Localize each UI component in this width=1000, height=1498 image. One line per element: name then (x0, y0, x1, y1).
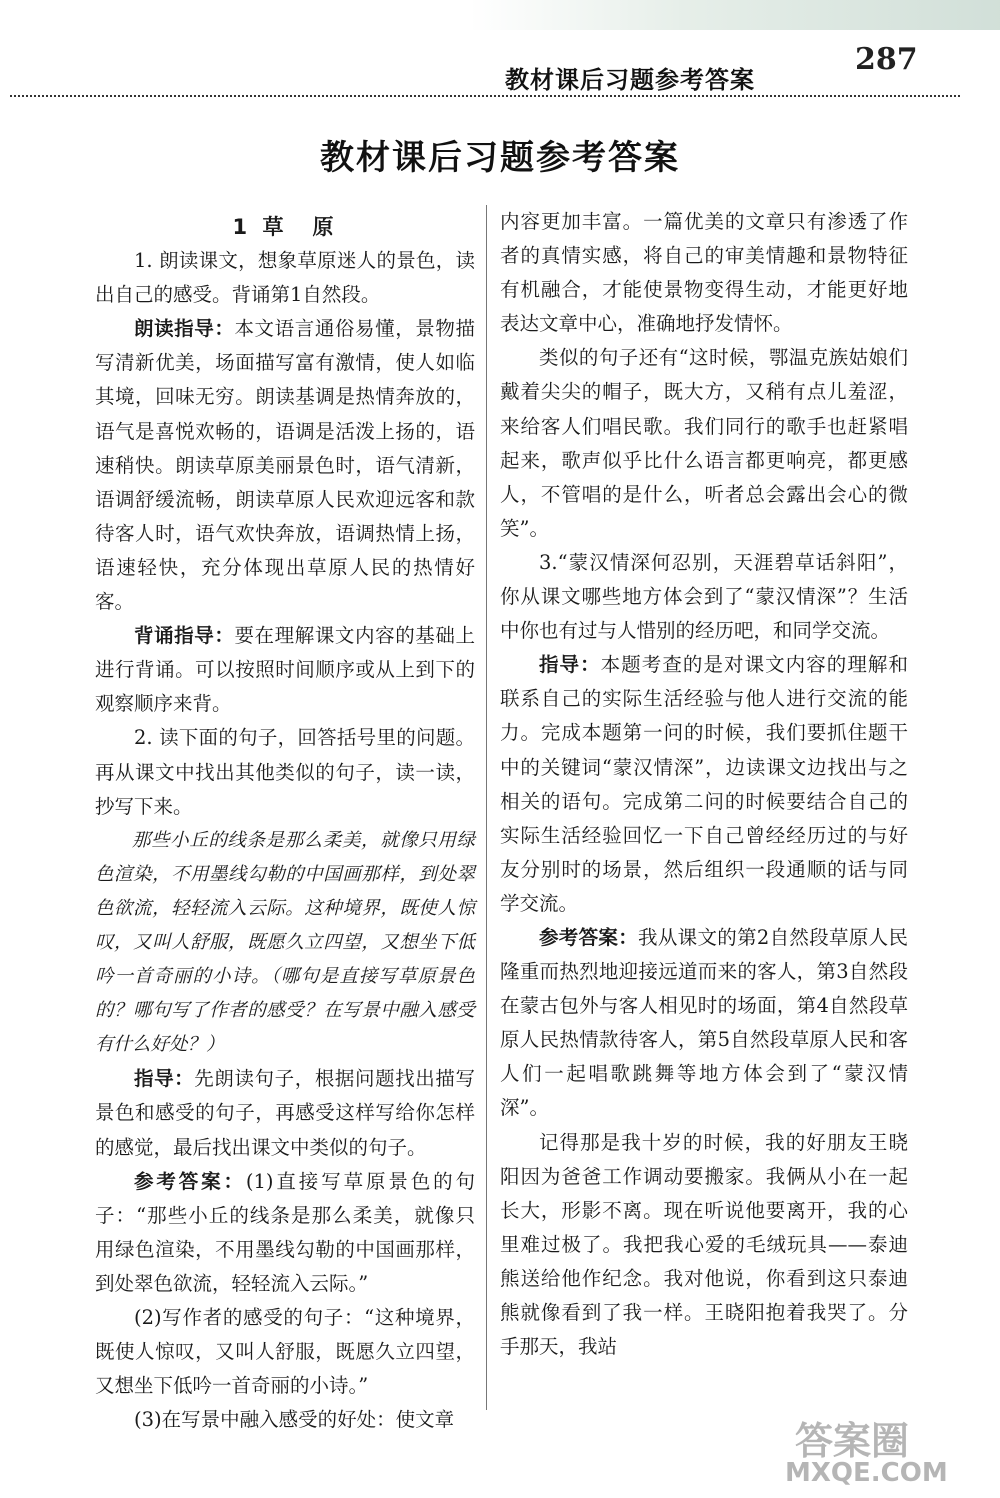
page-title: 教材课后习题参考答案 (320, 138, 680, 178)
header-decoration (470, 0, 1000, 30)
question-3: 3.“蒙汉情深何忍别，天涯碧草话斜阳”，你从课文哪些地方体会到了“蒙汉情深”？生活中你也有过与人惜别的经历吧，和同学交流。 (500, 550, 908, 643)
reading-guidance (95, 312, 475, 619)
reading-guidance-text: 本文语言通俗易懂，景物描写清新优美，场面描写富有激情，使人如临其境，回味无穷。朗读基调是热情奔放的，语气是喜悦欢畅的，语调是活泼上扬的，语速稍快。朗读草原美丽景色时，语气清新，语调舒缓流畅，朗读草原人民欢迎远客和款待客人时，语气欢快奔放，语调热情上扬，语速轻快，充分体现出草原人民的热情好客。 (95, 317, 475, 614)
watermark-url: MXQE.COM (785, 1458, 948, 1488)
recite-guidance-text: 要在理解课文内容的基础上进行背诵。可以按照时间顺序或从上到下的观察顺序来背。 (95, 624, 475, 716)
answer-3-text: 我从课文的第2自然段草原人民隆重而热烈地迎接远道而来的客人，第3自然段在蒙古包外与客人相见时的场面，第4自然段草原人民热情款待客人，第5自然段草原人民和客人们一起唱歌跳舞等地方体会到了“蒙汉情深”。 (500, 925, 908, 1120)
question-2: 2. 读下面的句子，回答括号里的问题。再从课文中找出其他类似的句子，读一读，抄写下来。 (95, 726, 475, 818)
right-column (500, 205, 908, 1364)
answer-2-label: 参考答案： (134, 1169, 246, 1193)
guidance-2-label: 指导： (134, 1067, 195, 1091)
answer-2-part-3: (3)在写景中融入感受的好处：使文章 (134, 1408, 455, 1432)
watermark-logo: 答案圈 (795, 1419, 910, 1463)
question-1: 1. 朗读课文，想象草原迷人的景色，读出自己的感受。背诵第1自然段。 (95, 249, 475, 307)
guidance-2-text: 先朗读句子，根据问题找出描写景色和感受的句子，再感受这样写给你怎样的感觉，最后找出课文中类似的句子。 (95, 1067, 475, 1159)
guidance-3 (500, 648, 908, 921)
reading-guidance-label: 朗读指导： (134, 317, 235, 341)
lesson-title: 1 草 原 (232, 215, 338, 239)
left-column (95, 210, 475, 1437)
answer-2-part-2: (2)写作者的感受的句子：“这种境界，既使人惊叹，又叫人舒服，既愿久立四望，又想坐下低吟一首奇丽的小诗。” (95, 1306, 475, 1398)
story-paragraph: 记得那是我十岁的时候，我的好朋友王晓阳因为爸爸工作调动要搬家。我俩从小在一起长大，形影不离。现在听说他要离开，我的心里难过极了。我把我心爱的毛绒玩具——泰迪熊送给他作纪念。我对他说，你看到这只泰迪熊就像看到了我一样。王晓阳抱着我哭了。分手那天，我站 (500, 1130, 908, 1359)
answer-2-text: (1)直接写草原景色的句子：“那些小丘的线条是那么柔美，就像只用绿色渲染，不用墨线勾勒的中国画那样，到处翠色欲流，轻轻流入云际。” (95, 1169, 475, 1295)
quoted-passage: 那些小丘的线条是那么柔美，就像只用绿色渲染，不用墨线勾勒的中国画那样，到处翠色欲流，轻轻流入云际。这种境界，既使人惊叹，又叫人舒服，既愿久立四望，又想坐下低吟一首奇丽的小诗。（哪句是直接写草原景色的？哪句写了作者的感受？在写景中融入感受有什么好处？） (95, 829, 475, 1056)
column-divider (486, 205, 487, 1410)
answer-continuation: 内容更加丰富。一篇优美的文章只有渗透了作者的真情实感，将自己的审美情趣和景物特征有机融合，才能使景物变得生动，才能更好地表达文章中心，准确地抒发情怀。 (500, 210, 908, 336)
recite-guidance (95, 619, 475, 721)
recite-guidance-label: 背诵指导： (134, 624, 235, 648)
guidance-3-label: 指导： (539, 653, 601, 677)
header-divider (10, 95, 960, 97)
guidance-3-text: 本题考查的是对课文内容的理解和联系自己的实际生活经验与他人进行交流的能力。完成本题第一问的时候，我们要抓住题干中的关键词“蒙汉情深”，边读课文边找出与之相关的语句。完成第二问的时候要结合自己的实际生活经验回忆一下自己曾经经历过的与好友分别时的场景，然后组织一段通顺的话与同学交流。 (500, 653, 908, 915)
answer-3-label: 参考答案： (539, 925, 639, 949)
page-number: 287 (855, 42, 918, 77)
similar-sentences: 类似的句子还有“这时候，鄂温克族姑娘们戴着尖尖的帽子，既大方，又稍有点儿羞涩，来给客人们唱民歌。我们同行的歌手也赶紧唱起来，歌声似乎比什么语言都更响亮，都更感人，不管唱的是什么，听者总会露出会心的微笑”。 (500, 346, 908, 540)
watermark (785, 1410, 985, 1490)
answer-3 (500, 921, 908, 1126)
answer-2 (95, 1165, 475, 1301)
running-header: 教材课后习题参考答案 (505, 66, 755, 94)
guidance-2 (95, 1062, 475, 1164)
